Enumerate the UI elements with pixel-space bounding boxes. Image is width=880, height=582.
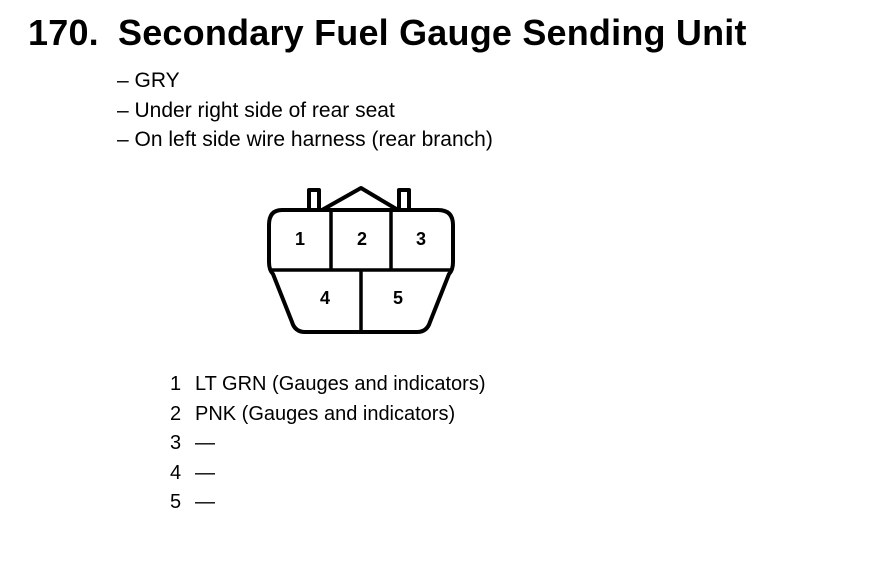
pin-description: PNK (Gauges and indicators) [195,402,456,425]
page-title [28,12,747,54]
pin-label-3: 3 [415,229,427,249]
connector-diagram [260,182,460,342]
note-harness: – On left side wire harness (rear branch) [117,128,493,151]
pin-row [170,370,486,400]
pin-description: — [195,491,215,513]
pin-label-2: 2 [356,229,368,249]
pin-list [170,370,486,518]
pin-row [170,400,486,430]
title-text: Secondary Fuel Gauge Sending Unit [118,12,747,53]
pin-row [170,488,486,518]
pin-description: — [195,461,215,484]
connector-notes [117,66,493,155]
pin-label-5: 5 [392,288,404,308]
latch-peak [322,188,398,210]
pin-description: LT GRN (Gauges and indicators) [195,373,486,395]
pin-description: — [195,432,215,454]
pin-number: 3 [170,432,182,454]
pin-row [170,429,486,459]
note-color: – GRY [117,69,180,92]
pin-number: 2 [170,402,182,425]
pin-label-4: 4 [319,288,331,308]
pin-number: 4 [170,461,182,484]
left-lock-tab [309,190,319,210]
pin-number: 1 [170,373,182,395]
title-number: 170. [28,12,99,53]
pin-label-1: 1 [294,229,306,249]
pin-number: 5 [170,491,182,513]
note-location: – Under right side of rear seat [117,98,395,122]
pin-row [170,459,486,489]
right-lock-tab [399,190,409,210]
